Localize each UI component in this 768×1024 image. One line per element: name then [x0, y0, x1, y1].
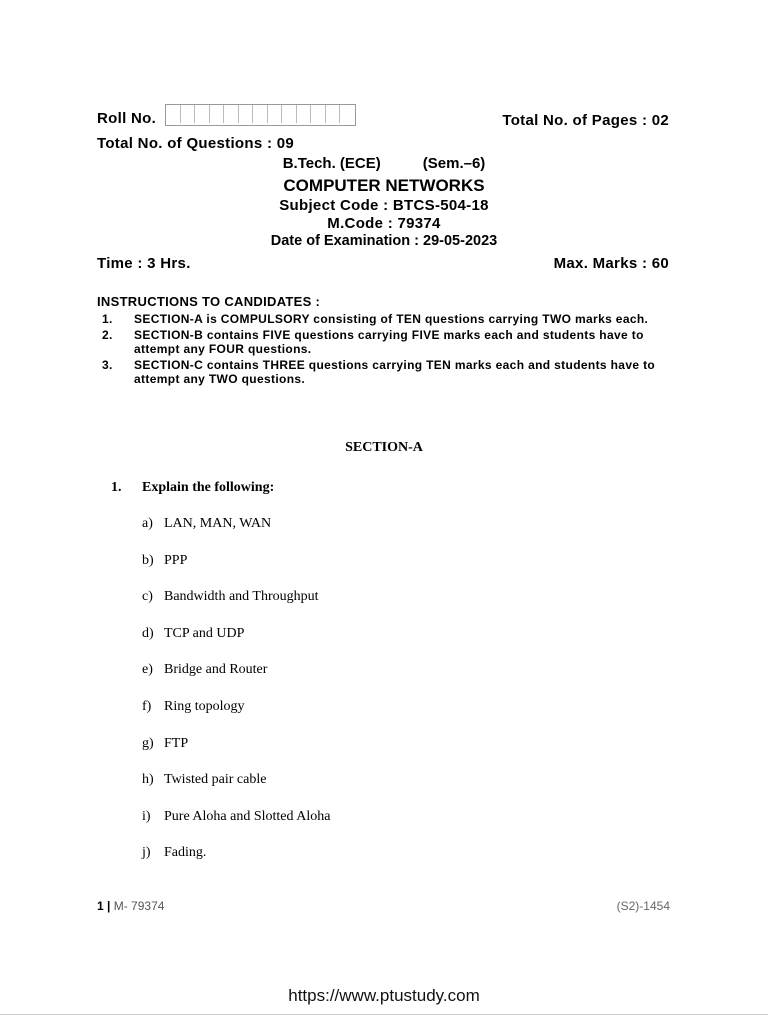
- roll-no-box: [195, 105, 210, 123]
- instruction-number: 1.: [102, 312, 113, 326]
- page-number: 1: [97, 899, 104, 913]
- roll-no-label: Roll No.: [97, 110, 157, 127]
- roll-no-box: [340, 105, 355, 123]
- course-line: [0, 155, 768, 172]
- instruction-number: 3.: [102, 357, 113, 372]
- subpart-item: [142, 845, 330, 882]
- question-text: Explain the following:: [142, 480, 275, 495]
- roll-no-box: [166, 105, 181, 123]
- total-pages: Total No. of Pages : 02: [502, 112, 669, 129]
- semester: (Sem.–6): [422, 155, 486, 172]
- question-number: 1.: [111, 480, 122, 495]
- course-name: B.Tech. (ECE): [282, 155, 381, 172]
- instruction-item: [102, 328, 674, 357]
- footer-page-info: [97, 899, 164, 913]
- subpart-text: FTP: [164, 735, 189, 751]
- subpart-letter: f): [142, 698, 152, 714]
- instruction-text: SECTION-B contains FIVE questions carrying FIVE marks each and students have to attempt any FOUR questions.: [134, 327, 644, 356]
- subpart-item: [142, 553, 330, 590]
- max-marks: Max. Marks : 60: [553, 255, 669, 272]
- footer-separator: |: [107, 899, 111, 913]
- roll-no-box: [239, 105, 254, 123]
- instructions-heading: INSTRUCTIONS TO CANDIDATES :: [97, 294, 321, 309]
- subpart-letter: j): [142, 845, 151, 861]
- footer-series: (S2)-1454: [616, 899, 670, 913]
- subpart-text: Ring topology: [164, 698, 245, 714]
- roll-no-box: [326, 105, 341, 123]
- subpart-letter: a): [142, 516, 153, 531]
- subpart-letter: g): [142, 735, 154, 751]
- subpart-text: TCP and UDP: [164, 625, 245, 641]
- subparts-list: [142, 516, 330, 882]
- roll-no-boxes: [165, 104, 356, 126]
- roll-no-box: [210, 105, 225, 123]
- instruction-item: [102, 358, 674, 387]
- subpart-letter: d): [142, 625, 154, 641]
- instructions-list: [102, 312, 674, 388]
- subpart-letter: e): [142, 662, 153, 678]
- roll-no-box: [181, 105, 196, 123]
- roll-no-box: [282, 105, 297, 123]
- mcode: M.Code : 79374: [327, 215, 441, 232]
- footer-mcode: M- 79374: [113, 899, 165, 913]
- section-title: SECTION-A: [345, 440, 423, 455]
- subject-title: COMPUTER NETWORKS: [283, 176, 485, 195]
- subpart-text: Pure Aloha and Slotted Aloha: [164, 808, 331, 824]
- roll-no-box: [268, 105, 283, 123]
- exam-date: Date of Examination : 29-05-2023: [270, 233, 498, 249]
- roll-no-box: [311, 105, 326, 123]
- instruction-text: SECTION-A is COMPULSORY consisting of TEN questions carrying TWO marks each.: [134, 312, 649, 326]
- subpart-text: Twisted pair cable: [164, 772, 267, 788]
- subpart-item: [142, 772, 330, 809]
- instruction-item: [102, 312, 674, 327]
- total-questions: Total No. of Questions : 09: [97, 135, 294, 152]
- subpart-item: [142, 662, 330, 699]
- subpart-item: [142, 736, 330, 773]
- page-divider: [0, 1014, 768, 1015]
- website-url[interactable]: https://www.ptustudy.com: [288, 986, 480, 1005]
- subpart-letter: i): [142, 808, 151, 824]
- subpart-letter: c): [142, 589, 153, 605]
- subpart-item: [142, 699, 330, 736]
- subpart-letter: b): [142, 552, 154, 568]
- subpart-text: LAN, MAN, WAN: [164, 516, 272, 531]
- subpart-item: [142, 589, 330, 626]
- subpart-text: Bandwidth and Throughput: [164, 589, 319, 605]
- subpart-item: [142, 809, 330, 846]
- time-duration: Time : 3 Hrs.: [97, 255, 191, 272]
- subpart-item: [142, 516, 330, 553]
- instruction-text: SECTION-C contains THREE questions carrying TEN marks each and students have to attempt any TWO questions.: [134, 357, 656, 386]
- roll-no-box: [224, 105, 239, 123]
- subpart-letter: h): [142, 772, 154, 788]
- subject-code: Subject Code : BTCS-504-18: [279, 197, 489, 214]
- subpart-text: Fading.: [164, 845, 207, 861]
- roll-no-box: [253, 105, 268, 123]
- subpart-text: PPP: [164, 552, 188, 568]
- roll-no-box: [297, 105, 312, 123]
- instruction-number: 2.: [102, 327, 113, 342]
- subpart-text: Bridge and Router: [164, 662, 268, 678]
- subpart-item: [142, 626, 330, 663]
